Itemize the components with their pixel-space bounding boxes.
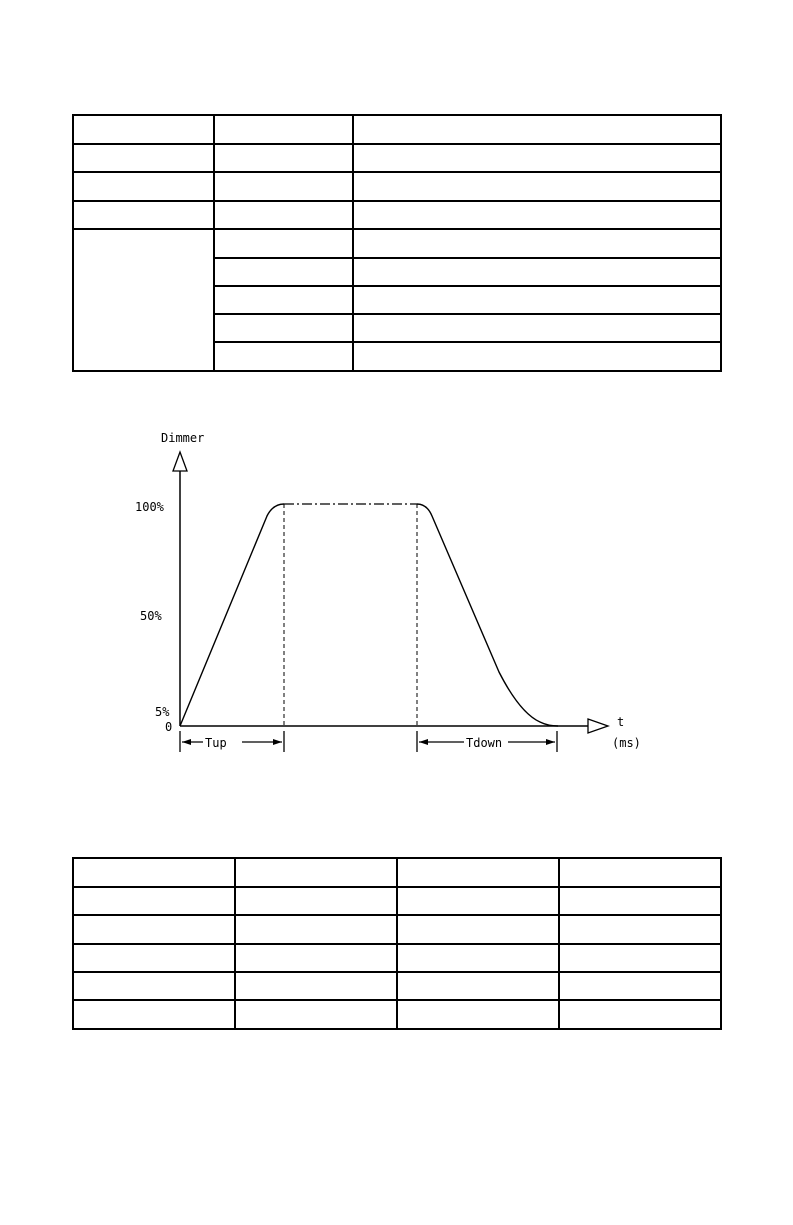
table-row xyxy=(73,144,721,172)
table-cell xyxy=(214,342,353,371)
table-row xyxy=(73,944,721,972)
table-cell xyxy=(397,915,559,944)
table-cell xyxy=(559,858,721,887)
table-cell xyxy=(235,972,397,1000)
tup-label: Tup xyxy=(205,736,227,750)
table-cell xyxy=(353,286,721,314)
table-cell xyxy=(353,201,721,229)
table-cell xyxy=(397,858,559,887)
y-tick-100: 100% xyxy=(135,500,164,514)
table-cell xyxy=(559,1000,721,1029)
table-cell xyxy=(73,944,235,972)
table-cell xyxy=(214,286,353,314)
table-cell xyxy=(214,115,353,144)
table-cell xyxy=(559,915,721,944)
table-cell xyxy=(353,314,721,342)
top-table xyxy=(72,114,722,372)
table-cell xyxy=(73,172,214,201)
y-axis-arrow xyxy=(173,452,187,471)
table-cell xyxy=(353,342,721,371)
table-row xyxy=(73,887,721,915)
merged-table-cell xyxy=(73,229,214,371)
table-row xyxy=(73,229,721,258)
table-cell xyxy=(73,972,235,1000)
bottom-table xyxy=(72,857,722,1030)
ramp-curve xyxy=(180,504,558,726)
table-cell xyxy=(235,858,397,887)
table-cell xyxy=(214,144,353,172)
dimmer-ramp-diagram xyxy=(125,425,655,770)
table-cell xyxy=(235,887,397,915)
table-cell xyxy=(235,1000,397,1029)
dim-arrow-head xyxy=(419,739,428,745)
table-cell xyxy=(397,972,559,1000)
y-tick-50: 50% xyxy=(140,609,162,623)
table-cell xyxy=(73,887,235,915)
table-cell xyxy=(73,858,235,887)
table-cell xyxy=(73,201,214,229)
table-cell xyxy=(214,258,353,286)
table-cell xyxy=(397,887,559,915)
x-axis-arrow xyxy=(588,719,608,733)
dim-arrow-head xyxy=(546,739,555,745)
table-cell xyxy=(559,972,721,1000)
table-row xyxy=(73,201,721,229)
table-cell xyxy=(353,144,721,172)
table-row xyxy=(73,115,721,144)
table-cell xyxy=(73,915,235,944)
table-cell xyxy=(214,314,353,342)
x-axis-unit: (ms) xyxy=(612,736,641,750)
table-cell xyxy=(559,887,721,915)
table-cell xyxy=(397,1000,559,1029)
table-cell xyxy=(73,144,214,172)
table-cell xyxy=(353,258,721,286)
table-cell xyxy=(214,172,353,201)
table-cell xyxy=(73,1000,235,1029)
dim-arrow-head xyxy=(182,739,191,745)
dim-arrow-head xyxy=(273,739,282,745)
tdown-label: Tdown xyxy=(466,736,503,750)
table-cell xyxy=(353,172,721,201)
x-axis-label: t xyxy=(617,715,625,729)
table-cell xyxy=(559,944,721,972)
table-row xyxy=(73,915,721,944)
table-cell xyxy=(353,115,721,144)
table-cell xyxy=(235,944,397,972)
table-cell xyxy=(235,915,397,944)
y-tick-0: 0 xyxy=(165,720,173,734)
table-cell xyxy=(214,201,353,229)
y-axis-label: Dimmer xyxy=(161,431,205,445)
table-cell xyxy=(397,944,559,972)
table-row xyxy=(73,858,721,887)
table-cell xyxy=(214,229,353,258)
y-tick-5: 5% xyxy=(155,705,170,719)
table-row xyxy=(73,972,721,1000)
table-row xyxy=(73,1000,721,1029)
table-cell xyxy=(73,115,214,144)
table-cell xyxy=(353,229,721,258)
table-row xyxy=(73,172,721,201)
